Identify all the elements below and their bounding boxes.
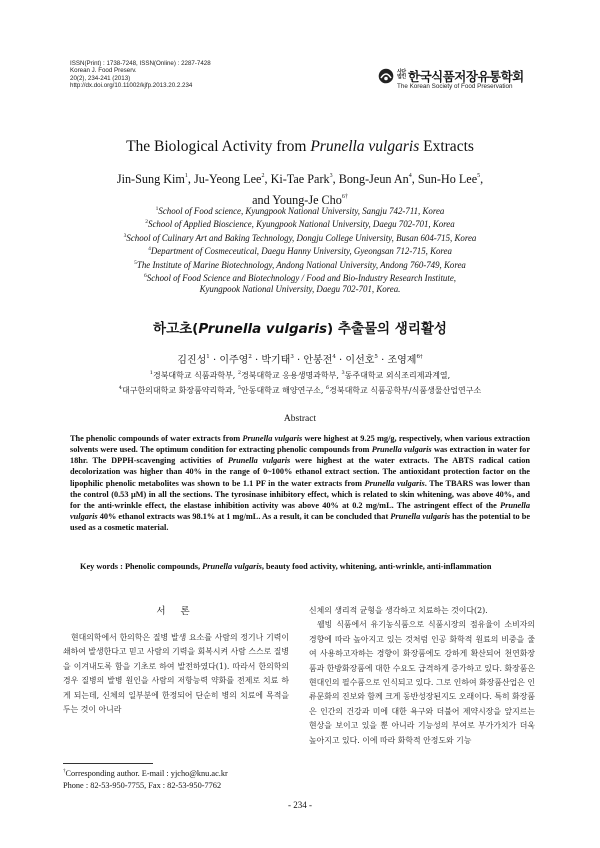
affiliation [60,244,540,257]
korean-author-list: 김진성$^1$ · 이주영$^2$ · 박기태$^3$ · 안봉전$^4$ · 이선호$^5$ · 조영제$^{6\dagger}$ [177,354,423,366]
meta-line-doi: http://dx.doi.org/10.11002/kjfp.2013.20.2.234 [70,82,193,90]
footnote-rule [63,763,153,764]
keywords-label: Key words : [80,562,125,571]
abstract-text: was extraction in water for 18hr. The DPPH-scavenging activities of [70,445,531,466]
intro-continuation-line: 신체의 생리적 균형을 생각하고 치료하는 것이다(2). [309,606,488,615]
author: Young-Je Cho [272,193,342,207]
korean-author: 안봉전 [303,355,333,366]
korean-author: 조영제 [387,355,417,366]
affiliation [60,284,540,295]
affiliation-text: The Institute of Marine Biotechnology, Andong National University, Andong 760-749, Korea [136,259,466,270]
korean-affiliation-sup: 5 [237,385,241,392]
author-sup: 4 [408,173,412,179]
abstract-species: Prunella vulgaris [371,445,432,455]
author-sup: 2 [261,173,265,179]
abstract-text: . The TBARS was lower than the control (0.53 μM) in all the sections. The tyrosinase inhibitory effect, which is related to skin whitening, was above 40%, and for the anti-wrinkle effect, the elastase inhibition activity was above 40% at 0.2 mg/mL. The astringent effect of the [70,478,531,510]
korean-author: 이선호 [345,355,375,366]
paper-title [0,138,600,156]
abstract-text: has the potential to be used as a cosmetic material. [70,512,531,533]
affiliation-text: School of Food science, Kyungpook National University, Sangju 742-711, Korea [158,206,445,216]
meta-line: ISSN(Print) : 1738-7248, ISSN(Online) : 2287-7428 [70,60,211,67]
title-text-end: Extracts [419,138,474,155]
affiliation [60,217,540,230]
keywords [80,562,540,571]
corresponding-author-footnote [63,766,293,792]
abstract-species: Prunella vulgaris [390,512,451,522]
affiliation-sup: 1 [155,206,159,212]
footnote-email-text: Corresponding author. E-mail : yjcho@knu.ac.kr [65,769,228,778]
intro-left-column [63,631,289,717]
abstract-heading: Abstract [283,414,317,424]
author-sup: 1 [184,173,188,179]
korean-affiliation: 경북대학교 응용생명과학부, [241,371,342,380]
korean-author: 박기태 [261,355,291,366]
affiliation-sup: 5 [134,259,137,266]
abstract-species: Prunella vulgaris [364,478,425,488]
keywords-text: , beauty food activity, whitening, anti-wrinkle, anti-inflammation [261,562,492,571]
korean-affiliation-line [50,382,550,397]
meta-line: 20(2), 234-241 (2013) [70,74,131,82]
affiliation-text: School of Culinary Art and Baking Technology, Dongju College University, Busan 604-715, Korea [126,232,477,243]
affiliation-list [60,204,540,296]
author-list: Jin-Sung Kim$^1$, Ju-Yeong Lee$^2$, Ki-Tae Park$^3$, Bong-Jeun An$^4$, Sun-Ho Lee$^5$, and Young-Je Cho$^{6\dagger}$ [116,172,484,207]
author: Jin-Sung Kim [116,172,185,186]
korean-title-species: Prunella vulgaris [198,321,328,337]
author-sup: 3 [329,173,333,179]
intro-right-column [309,604,535,748]
korean-affiliation-sup: 6 [325,385,330,392]
author-sup: 6† [341,194,348,200]
society-tag: 사단법인 [397,69,406,80]
affiliation [60,271,540,284]
affiliation-sup: 2 [145,219,149,226]
abstract-text: The phenolic compounds of water extracts from [70,434,243,443]
title-text: The Biological Activity from [126,138,311,155]
korean-title [0,317,600,337]
abstract-text: were highest at the water extracts. The ABTS radical cation decolorization was higher than 40% in the range of 0~100% ethanol extract section. The antioxidant protection factor on the lipophilic phenolic metabolites was shown to be 1.1 PF in the water extracts from [70,456,531,488]
affiliation-sup: 3 [123,232,127,239]
abstract-species: Prunella vulgaris [242,434,303,443]
affiliation-text: Kyungpook National University, Daegu 702-701, Korea. [199,284,401,295]
korean-affiliation-sup: 2 [237,370,242,376]
affiliation-text: Department of Cosmeceutical, Daegu Hanny University, Gyeongsan 712-715, Korea [150,246,452,257]
author: Ju-Yeong Lee [193,172,262,186]
society-logo [378,66,540,96]
footnote-email [63,766,293,780]
footnote-dagger: † [63,769,66,774]
korean-affiliation: 안동대학교 해양연구소, [241,386,326,396]
korean-affiliation-sup: 1 [149,370,153,376]
society-name-english: The Korean Society of Food Preservation [397,83,513,90]
korean-affiliation-list [50,367,550,398]
korean-author: 김진성 [177,355,207,366]
abstract-species: Prunella vulgaris [70,500,530,522]
journal-metadata [70,60,211,90]
author: Ki-Tae Park [270,172,330,186]
korean-title-text: 하고초( [153,321,199,337]
korean-affiliation-sup: 4 [118,385,122,392]
affiliation-text: School of Applied Bioscience, Kyungpook National University, Daegu 702-701, Korea [148,219,455,230]
korean-author-sup: 5 [374,354,378,360]
intro-paragraph: 현대의학에서 한의학은 질병 발생 요소를 사람의 정기나 기력이 쇄하여 발생한다고 믿고 사람의 기력을 회복시켜 사람 스스로 질병을 이겨내도록 함을 기초로 하여 발전하였다(1). 따라서 한의학의 경우 질병의 발병 원인을 사람의 저항능력 약화를 전제로 치료 하게 되는데, 신체의 일부분에 한정되어 단순히 병의 치료에 목적을 두는 것이 아니라 [63,633,289,715]
affiliation [60,204,540,217]
korean-author-sup: 6† [416,354,423,360]
section-heading-intro: 서 론 [156,606,196,617]
korean-affiliation: 동주대학교 외식조리제과계열, [344,371,451,380]
korean-author-sup: 3 [290,354,294,360]
abstract-text: 40% ethanol extracts was 98.1% at 1 mg/mL. As a result, it can be concluded that [97,512,391,522]
korean-title-text-end: ) 추출물의 생리활성 [327,321,447,337]
affiliation-sup: 6 [144,273,147,280]
affiliation [60,258,540,271]
abstract-text: were highest at 9.25 mg/g, respectively, when various extraction solvents were used. The optimum condition for extracting phenolic compounds from [70,434,530,455]
korean-affiliation-sup: 3 [341,370,345,376]
keywords-species: Prunella vulgaris [202,562,262,571]
author: Sun-Ho Lee [417,172,478,186]
affiliation-text: School of Food Science and Biotechnology / Food and Bio-Industry Research Institute, [146,273,456,284]
affiliation-sup: 4 [148,246,151,253]
korean-author-sup: 1 [206,354,210,360]
meta-line: Korean J. Food Preserv. [70,67,137,75]
abstract-body [70,433,530,533]
affiliation [60,231,540,244]
korean-affiliation-line [50,367,550,382]
abstract-species: Prunella vulgaris [227,456,291,466]
korean-affiliation: 경북대학교 식품과학부, [152,371,238,380]
title-species: Prunella vulgaris [310,138,420,155]
korean-affiliation: 경북대학교 식품공학부/식품생물산업연구소 [329,386,482,396]
korean-affiliation: 대구한의대학교 화장품약리학과, [121,386,238,396]
korean-author-sup: 4 [332,354,336,360]
keywords-text: Phenolic compounds, [124,562,203,571]
footnote-phone: Phone : 82-53-950-7755, Fax : 82-53-950-7762 [63,781,222,790]
page-number: - 234 - [288,800,312,810]
intro-paragraph: 웰빙 식품에서 유기농식품으로 식품시장의 점유율이 소비자의 경향에 따라 높아지고 있는 것처럼 인공 화학적 원료의 비중을 줄여 사용하고자하는 경향이 화장품에도 강하게 확산되어 천연화장품과 한방화장품에 대한 수요도 급격하게 증가하고 있다. 화장품은 현대인의 필수품으로 인식되고 있다. 그로 인하여 화장품산업은 인류문화의 진보와 함께 크게 동반성장된지도 오래이다. 특히 화장품은 인간의 건강과 미에 대한 욕구와 더불어 제약시장을 앞지르는 현상을 보이고 있을 뿐 아니라 기능성의 부여로 부가가치가 더욱 높아지고 있다. 이에 따라 화학적 안정도와 기능 [309,620,535,745]
author: Bong-Jeun An [338,172,409,186]
society-emblem-icon [378,68,394,84]
korean-author-sup: 2 [248,354,252,360]
society-name-korean-text: 한국식품저장유통학회 [408,69,524,84]
author-sup: 5 [477,173,481,179]
korean-author: 이주영 [219,355,249,366]
